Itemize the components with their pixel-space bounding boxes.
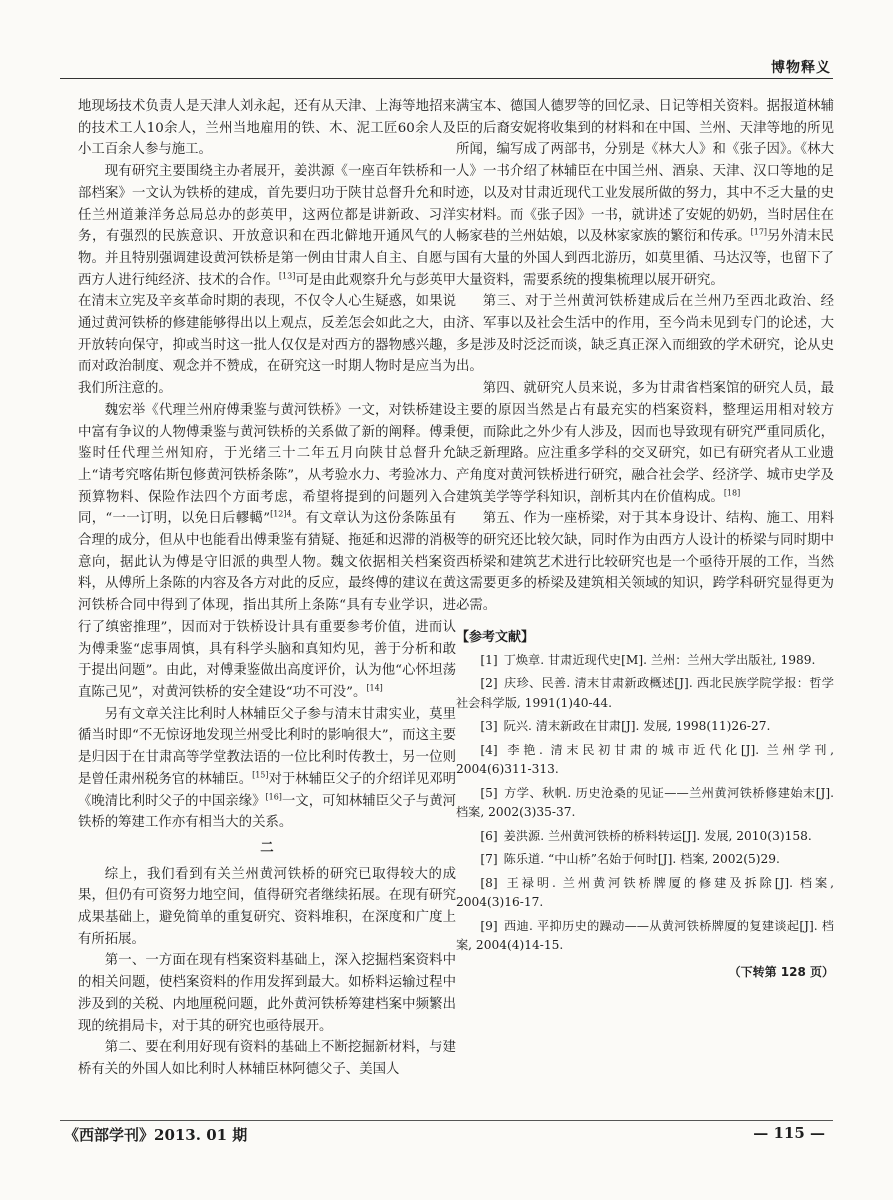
paragraph-text: 一文，可知林辅臣父子与黄河铁桥的筹建工作亦有相当大的关系。	[78, 793, 456, 831]
paragraph-text: 另有文章关注比利时人林辅臣父子参与清末甘肃实业，莫里循当时即“不无惊讶地发现兰州受比利时的影响很大”，而这主要是归因于在甘肃高等学堂教法语的一位比利时传教士，另一位则是曾任肃州税务官的林辅臣。	[78, 706, 456, 787]
reference-number: [9]	[480, 918, 498, 933]
reference-text: 西迪. 平抑历史的躁动——从黄河铁桥牌厦的复建谈起[J]. 档案, 2004(4)14-15.	[456, 918, 834, 953]
section-title: 博物释义	[771, 60, 831, 76]
reference-item	[456, 784, 834, 823]
citation: [17]	[750, 227, 768, 237]
paragraph-text: 对于林辅臣父子的介绍详见邓明《晚清比利时父子的中国亲缘》	[78, 771, 456, 809]
continued-note: （下转第 128 页）	[728, 964, 834, 979]
reference-item	[456, 850, 834, 870]
references-title: 【参考文献】	[456, 629, 535, 645]
reference-number: [2]	[480, 676, 498, 691]
paragraph-text: 魏宏举《代理兰州府傅秉鉴与黄河铁桥》一文，对铁桥建设中富有争议的人物傅秉鉴与黄河铁桥的关系做了新的阐释。傅秉鉴时任代理兰州知府，于光绪三十二年五月向陕甘总督升允上“请考究喀佑斯包修黄河铁桥条陈”，从考验水力、考验冰力、预算物料、保险作法四个方面考虑，希望将提到的问题列入合同，“一一订明，以免日后轇轕”	[78, 402, 456, 527]
reference-item	[456, 717, 834, 737]
reference-number: [5]	[480, 785, 498, 800]
reference-text: 陈乐道. “中山桥”名始于何时[J]. 档案, 2002(5)29.	[503, 852, 780, 867]
paragraph-text: 满宝本、德国人德罗等的回忆录、日记等相关资料。据报道林辅臣的后裔安妮将收集到的材料和在中国、兰州、天津等地的所见所闻，编写成了两部书，分别是《林大人》和《张子因》。《林大人》一书介绍了林辅臣在中国兰州、酒泉、天津、汉口等地的足迹，以及对甘肃近现代工业发展所做的努力，其中不乏大量的史实材料。而《张子因》一书，就讲述了安妮的奶奶，当时居住在畅家巷的兰州姑娘，以及林家家族的繁衍和传承。	[456, 99, 834, 245]
paragraph	[78, 161, 456, 400]
page-number: — 115 —	[753, 1124, 825, 1142]
reference-number: [1]	[480, 652, 498, 667]
citation: [14]	[366, 683, 383, 693]
paragraph-text: 。有文章认为这份条陈虽有合理的成分，但从中也能看出傅秉鉴有猜疑、拖延和迟滞的消极意向，据此认为傅是守旧派的典型人物。魏文依据相关档案资料，从傅所上条陈的内容及各方对此的反应，最终傅的建议在黄河铁桥合同中得到了体现，指出其所上条陈“具有专业学识，进行了缜密推理”，因而对于铁桥设计具有重要参考价值，进而认为傅秉鉴“虑事周慎，具有科学头脑和真知灼见，善于分析和敢于提出问题”。由此，对傅秉鉴做出高度评价，认为他“心怀坦荡直陈己见”，对黄河铁桥的安全建设“功不可没”。	[78, 511, 456, 700]
reference-text: 方学、秋帆. 历史沧桑的见证——兰州黄河铁桥修建始末[J]. 档案, 2002(3)35-37.	[456, 785, 834, 820]
paragraph	[78, 704, 456, 834]
paragraph: 第三、对于兰州黄河铁桥建成后在兰州乃至西北政治、经济、军事以及社会生活中的作用，至今尚未见到专门的论述，大多是涉及时泛泛而谈，缺乏真正深入而细致的学术研究，论从史出。	[456, 294, 834, 375]
header-divider	[60, 78, 833, 79]
reference-text: 李艳. 清末民初甘肃的城市近代化[J]. 兰州学刊, 2004(6)311-313.	[456, 742, 834, 777]
reference-item	[456, 874, 834, 913]
paragraph: 第五、作为一座桥梁，对于其本身设计、结构、施工、用料等的研究还比较欠缺，同时作为由西方人设计的桥梁与同时期中西桥梁和建筑艺术进行比较研究也是一个亟待开展的工作，当然这需要更多的桥梁及建筑相关领域的知识，跨学科研究显得更为必需。	[456, 511, 834, 614]
reference-number: [4]	[480, 742, 498, 757]
citation: [12]4	[270, 509, 292, 519]
reference-item	[456, 741, 834, 780]
paragraph	[456, 378, 834, 508]
paragraph: 第二、要在利用好现有资料的基础上不断挖掘新材料，与建桥有关的外国人如比利时人林辅臣林阿德父子、美国人	[78, 1040, 456, 1077]
left-column	[78, 96, 456, 1081]
references-list	[456, 651, 834, 956]
citation: [13]	[278, 271, 296, 281]
citation: [18]	[723, 488, 741, 498]
reference-text: 阮兴. 清末新政在甘肃[J]. 发展, 1998(11)26-27.	[503, 719, 771, 734]
paragraph	[78, 400, 456, 704]
reference-number: [6]	[480, 828, 498, 843]
reference-text: 丁焕章. 甘肃近现代史[M]. 兰州：兰州大学出版社, 1989.	[503, 652, 816, 667]
footer-divider	[60, 1120, 833, 1121]
paragraph-text: 第四、就研究人员来说，多为甘肃省档案馆的研究人员，最主要的原因当然是占有最充实的档案资料，整理运用相对较方便，而除此之外少有人涉及，因而也导致现有研究严重同质化，缺乏新理路。应注重多学科的交叉研究，如已有研究者从工业遗产角度对黄河铁桥进行研究，融合社会学、经济学、城市史学及建筑美学等学科知识，剖析其内在价值构成。	[456, 381, 834, 505]
reference-item	[456, 651, 834, 671]
paragraph-text: 可是由此观察升允与彭英甲在清末立宪及辛亥革命时期的表现，不仅令人心生疑惑，如果说通过黄河铁桥的修建能够得出以上观点，反差怎会如此之大，由开放转向保守，抑或当时这一批人仅仅是对西方的器物感兴趣，而对政治制度、观念并不赞成，在研究这一时期人物时是应当为我们所注意的。	[78, 272, 457, 397]
paragraph	[456, 96, 834, 291]
reference-number: [8]	[480, 875, 498, 890]
reference-number: [7]	[480, 852, 498, 867]
reference-text: 王禄明. 兰州黄河铁桥牌厦的修建及拆除[J]. 档案, 2004(3)16-17.	[456, 875, 834, 910]
reference-number: [3]	[480, 719, 498, 734]
section-number: 二	[260, 839, 274, 856]
paragraph: 综上，我们看到有关兰州黄河铁桥的研究已取得较大的成果，但仍有可资努力地空间，值得研究者继续拓展。在现有研究成果基础上，避免简单的重复研究、资料堆积，在深度和广度上有所拓展。	[78, 866, 456, 947]
paragraph: 地现场技术负责人是天津人刘永起，还有从天津、上海等地招来的技术工人10余人，兰州当地雇用的铁、木、泥工匠60余人及小工百余人参与施工。	[78, 99, 456, 158]
paragraph-text: 现有研究主要围绕主办者展开，姜洪源《一座百年铁桥和一部档案》一文认为铁桥的建成，首先要归功于陕甘总督升允和时任兰州道兼洋务总局总办的彭英甲，这两位都是讲新政、习洋务，有强烈的民族意识、开放意识和在西北僻地开通风气的人物。并且特别强调建设黄河铁桥是第一例由甘肃人自主、自愿与西方人进行纯经济、技术的合作。	[78, 164, 456, 288]
reference-item	[456, 827, 834, 847]
right-column	[456, 96, 834, 983]
paragraph-text: 另外清末民国有大量的外国人到西北游历，如莫里循、马达汉等，也留下了大量资料，需要系统的搜集梳理以展开研究。	[456, 229, 835, 288]
paragraph: 第一、一方面在现有档案资料基础上，深入挖掘档案资料中的相关问题，使档案资料的作用发挥到最大。如桥料运输过程中涉及到的关税、内地厘税问题，此外黄河铁桥筹建档案中频繁出现的统捐局卡，对于其的研究也亟待展开。	[78, 953, 456, 1034]
reference-item	[456, 917, 834, 956]
journal-name: 《西部学刊》2013. 01 期	[64, 1126, 248, 1144]
reference-item	[456, 674, 834, 713]
reference-text: 庆珍、民善. 清末甘肃新政概述[J]. 西北民族学院学报：哲学社会科学版, 1991(1)40-44.	[456, 676, 834, 710]
citation: [15]	[252, 770, 269, 780]
citation: [16]	[265, 792, 282, 802]
reference-text: 姜洪源. 兰州黄河铁桥的桥料转运[J]. 发展, 2010(3)158.	[503, 828, 812, 843]
